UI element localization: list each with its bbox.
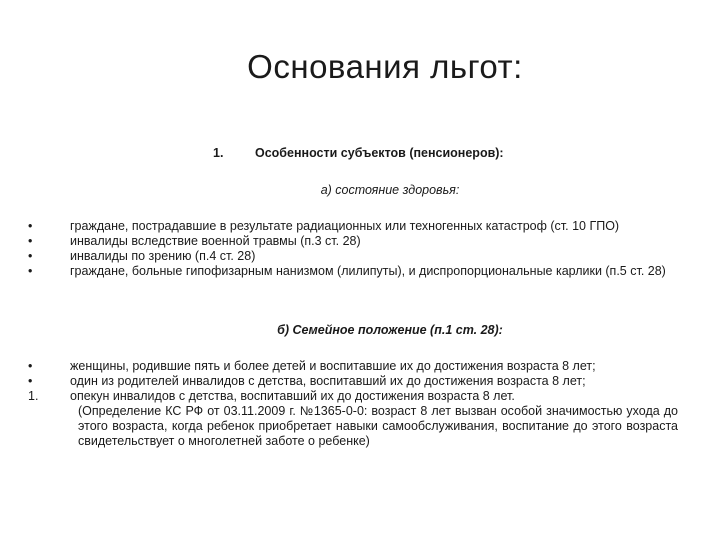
list-item-text: инвалиды вследствие военной травмы (п.3 ст. 28) [70, 234, 361, 248]
list-item [28, 249, 678, 264]
subheading-health: а) состояние здоровья: [320, 183, 460, 197]
list-item-text: опекун инвалидов с детства, воспитавший их до достижения возраста 8 лет. [70, 389, 515, 403]
slide-title: Основания льгот: [247, 48, 523, 85]
list-item [28, 234, 678, 249]
section-heading [213, 146, 504, 160]
bullet-marker: • [28, 359, 33, 373]
section-heading-text: Особенности субъектов (пенсионеров): [255, 146, 504, 160]
number-marker: 1. [28, 389, 39, 403]
family-list [28, 359, 678, 449]
list-item-text: граждане, больные гипофизарным нанизмом (лилипуты), и диспропорциональные карлики (п.5 ст. 28) [70, 264, 666, 278]
list-item-text: граждане, пострадавшие в результате радиационных или техногенных катастроф (ст. 10 ГПО) [70, 219, 620, 233]
health-list [28, 219, 678, 279]
bullet-marker: • [28, 219, 33, 233]
section-heading-number: 1. [213, 146, 224, 160]
bullet-marker: • [28, 264, 33, 278]
bullet-marker: • [28, 374, 33, 388]
list-item-text: женщины, родившие пять и более детей и воспитавшие их до достижения возраста 8 лет; [70, 359, 596, 373]
bullet-marker: • [28, 249, 33, 263]
bullet-marker: • [28, 234, 33, 248]
list-item [28, 219, 678, 234]
list-item [28, 264, 678, 279]
subheading-family: б) Семейное положение (п.1 ст. 28): [277, 323, 503, 337]
list-item [28, 359, 678, 374]
list-item-text: один из родителей инвалидов с детства, воспитавший их до достижения возраста 8 лет; [70, 374, 586, 388]
list-item-text: инвалиды по зрению (п.4 ст. 28) [70, 249, 256, 263]
court-ruling-note: (Определение КС РФ от 03.11.2009 г. №1365-0-0: возраст 8 лет вызван особой значимостью ухода до этого возраста, когда ребенок приобретает навыки самообслуживания, воспитание до этого возраста свидетельствует о многолетней заботе о ребенке) [78, 404, 678, 448]
list-item [28, 389, 678, 449]
list-item [28, 374, 678, 389]
